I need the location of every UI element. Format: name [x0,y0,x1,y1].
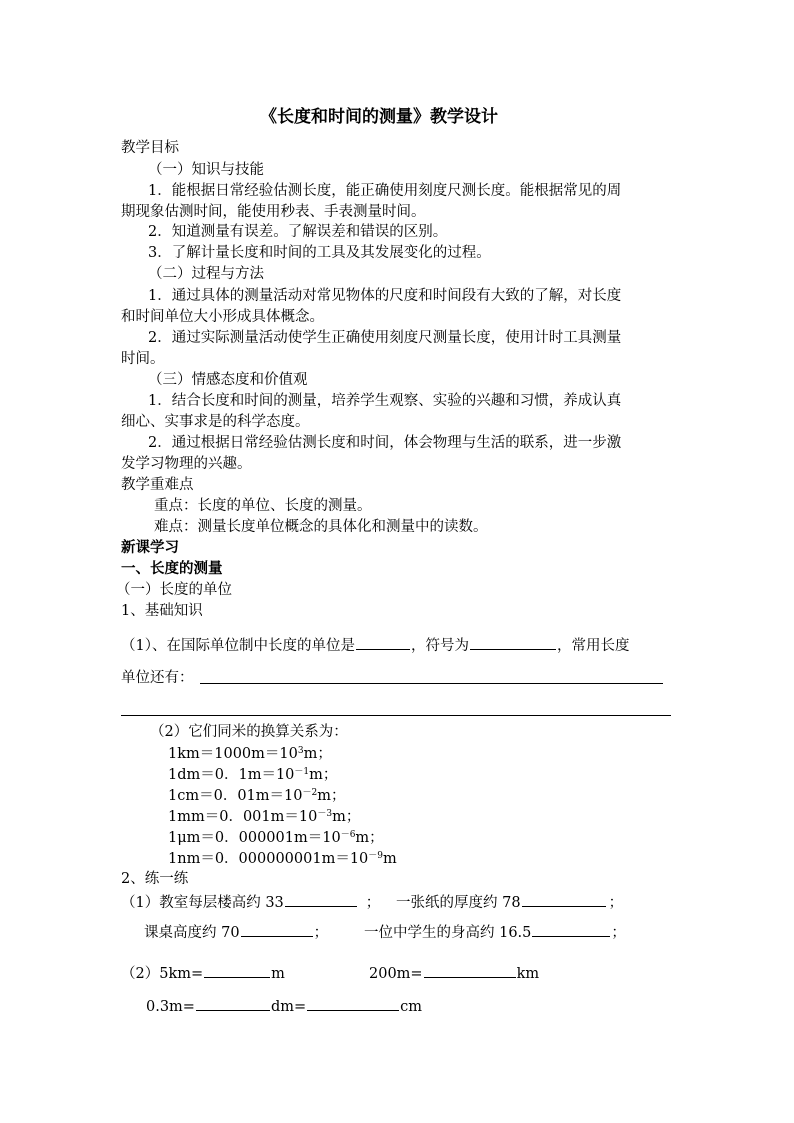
desk-height-blank[interactable] [241,921,313,937]
objectives-subheading-process: （二）过程与方法 [148,266,264,282]
process-item-2-line-1: 2．通过实际测量活动使学生正确使用刻度尺测量长度，使用计时工具测量 [148,330,622,346]
m-to-dm-blank[interactable] [196,995,270,1011]
process-item-2-line-2: 时间。 [121,351,165,367]
practice-heading: 2、练一练 [121,871,189,887]
objectives-heading: 教学目标 [121,140,179,156]
exercise-1-row-1-left: （1）教室每层楼高约 33 ； [121,891,380,913]
key-point: 重点：长度的单位、长度的测量。 [154,498,372,514]
exercise-1-row-2-right: 一位中学生的身高约 16.5 ； [364,921,626,943]
exercise-1-row-2-left: 课桌高度约 70 ； [144,921,328,943]
attitude-item-1-line-1: 1．结合长度和时间的测量，培养学生观察、实验的兴趣和习惯，养成认真 [148,393,622,409]
question-1-line-1 [121,634,629,656]
difficult-point: 难点：测量长度单位概念的具体化和测量中的读数。 [154,519,488,535]
common-units-answer-line-1[interactable] [200,683,663,684]
exercise-2-row-2: 0.3m= dm= cm [146,995,422,1017]
m-to-km-blank[interactable] [424,962,516,978]
knowledge-item-1-line-2: 期现象估测时间，能使用秒表、手表测量时间。 [121,204,426,220]
difficulty-heading: 教学重难点 [121,477,194,493]
knowledge-item-1-line-1: 1．能根据日常经验估测长度，能正确使用刻度尺测长度。能根据常见的周 [148,183,622,199]
common-units-answer-line-2[interactable] [121,715,671,716]
conversion-nm: 1nm＝0．$000000001m=10^{-9}m$ [168,851,397,867]
exercise-2-row-1-left: （2）5km= m [121,962,285,984]
lesson-heading: 新课学习 [121,539,179,556]
km-to-m-blank[interactable] [204,962,270,978]
conversion-intro: （2）它们同米的换算关系为： [150,724,348,740]
attitude-item-2-line-1: 2．通过根据日常经验估测长度和时间，体会物理与生活的联系，进一步激 [148,435,622,451]
objectives-subheading-knowledge: （一）知识与技能 [148,162,264,178]
knowledge-item-2: 2．知道测量有误差。了解误差和错误的区别。 [148,224,448,240]
process-item-1-line-1: 1．通过具体的测量活动对常见物体的尺度和时间段有大致的了解，对长度 [148,288,622,304]
knowledge-item-3: 3．了解计量长度和时间的工具及其发展变化的过程。 [148,245,491,261]
attitude-item-1-line-2: 细心、实事求是的科学态度。 [121,414,310,430]
exercise-2-row-1-right: 200m= km [369,962,539,984]
attitude-item-2-line-2: 发学习物理的兴趣。 [121,456,252,472]
question-1-line-2: 单位还有： [121,670,194,686]
question-1-symbol-prompt: ，符号为 [410,638,469,654]
conversion-um: 1μm＝0．$000001m=10^{-6}m$； [168,830,384,846]
page-title: 《长度和时间的测量》教学设计 [260,107,498,127]
symbol-answer-blank[interactable] [470,634,556,650]
conversion-dm: 1dm＝0．$1m=10^{-1}m$； [168,767,338,783]
question-1-prompt: （1）、在国际单位制中长度的单位是 [121,638,355,654]
subsection-length-units: （一）长度的单位 [116,582,232,598]
question-1-common-units-prompt: ，常用长度 [556,638,630,654]
process-item-1-line-2: 和时间单位大小形成具体概念。 [121,309,324,325]
conversion-mm: 1mm＝0．$001m=10^{-3}m$； [168,809,361,825]
student-height-blank[interactable] [532,921,610,937]
objectives-subheading-attitude: （三）情感态度和价值观 [148,372,308,388]
section-length-measurement: 一、长度的测量 [121,560,223,577]
exercise-1-row-1-right: 一张纸的厚度约 78 ； [396,891,623,913]
conversion-cm: 1cm＝0．$01m=10^{-2}m$； [168,788,346,804]
paper-thickness-blank[interactable] [522,891,606,907]
unit-answer-blank[interactable] [356,634,410,650]
conversion-km: $1km=1000m=10^3m$； [168,746,332,762]
floor-height-blank[interactable] [285,891,357,907]
m-to-cm-blank[interactable] [307,995,399,1011]
basics-heading: 1、基础知识 [121,603,203,619]
